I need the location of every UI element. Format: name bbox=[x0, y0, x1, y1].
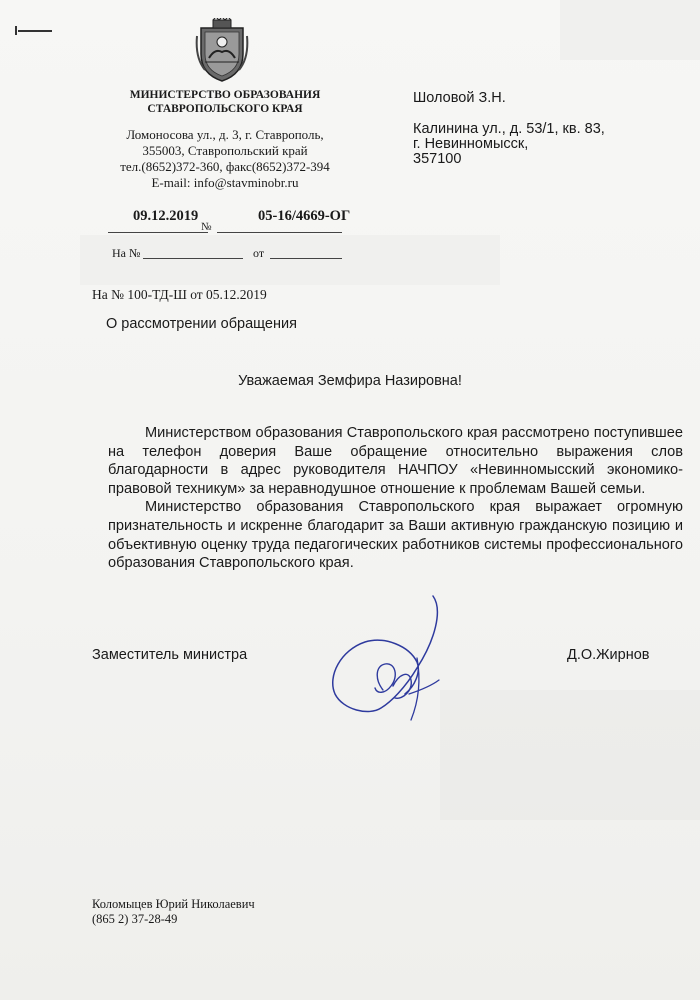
scan-shadow bbox=[560, 0, 700, 60]
in-reply-label: На № bbox=[112, 246, 141, 260]
ministry-address bbox=[90, 127, 360, 191]
handwritten-signature bbox=[325, 590, 455, 740]
from-underline bbox=[270, 258, 342, 259]
number-underline bbox=[217, 232, 342, 233]
ministry-name bbox=[100, 88, 350, 116]
address-line: Ломоносова ул., д. 3, г. Ставрополь, bbox=[126, 127, 324, 142]
signer-position: Заместитель министра bbox=[92, 647, 248, 663]
outgoing-date: 09.12.2019 bbox=[133, 208, 199, 224]
recipient-city: г. Невинномысск, bbox=[413, 136, 529, 152]
in-reply-underline bbox=[143, 258, 243, 259]
number-sign: № bbox=[201, 221, 212, 233]
from-label: от bbox=[253, 246, 265, 260]
recipient-address-line: Калинина ул., д. 53/1, кв. 83, bbox=[413, 121, 605, 137]
corner-mark bbox=[18, 30, 52, 32]
recipient-block bbox=[413, 91, 605, 167]
executor-phone: (865 2) 37-28-49 bbox=[92, 912, 178, 926]
phone-fax-line: тел.(8652)372-360, факс(8652)372-394 bbox=[120, 159, 330, 174]
letter-subject: О рассмотрении обращения bbox=[106, 316, 297, 332]
date-underline bbox=[108, 232, 208, 233]
reference-line: На № 100-ТД-Ш от 05.12.2019 bbox=[92, 287, 267, 302]
ministry-name-line2: СТАВРОПОЛЬСКОГО КРАЯ bbox=[147, 103, 303, 115]
recipient-postal-code: 357100 bbox=[413, 151, 462, 167]
scan-shadow bbox=[80, 235, 500, 285]
letter-body bbox=[108, 424, 683, 573]
salutation: Уважаемая Земфира Назировна! bbox=[238, 373, 462, 389]
recipient-name: Шоловой З.Н. bbox=[413, 90, 506, 106]
corner-mark-tick bbox=[15, 26, 17, 35]
ministry-name-line1: МИНИСТЕРСТВО ОБРАЗОВАНИЯ bbox=[129, 89, 321, 101]
body-paragraph: Министерство образования Ставропольского края выражает огромную признательность и искренне благодарит за Ваши активную гражданскую позицию и объективную оценку труда педагогических работников системы профессионального образования Ставропольского края. bbox=[108, 499, 683, 572]
signer-name: Д.О.Жирнов bbox=[567, 647, 650, 663]
body-paragraph: Министерством образования Ставропольского края рассмотрено поступившее на телефон доверия Ваше обращение относительно выражения слов благодарности в адрес руководителя НАЧПОУ «Невинномысский экономико-правовой техникум» за неравнодушное отношение к проблемам Вашей семьи. bbox=[108, 425, 683, 497]
outgoing-number: 05-16/4669-ОГ bbox=[258, 208, 351, 224]
address-line: 355003, Ставропольский край bbox=[142, 143, 308, 158]
executor-name: Коломыцев Юрий Николаевич bbox=[92, 897, 255, 911]
scan-shadow bbox=[440, 690, 700, 820]
email-line: E-mail: info@stavminobr.ru bbox=[151, 175, 299, 190]
executor-contact bbox=[92, 897, 255, 927]
coat-of-arms-emblem bbox=[195, 18, 249, 84]
